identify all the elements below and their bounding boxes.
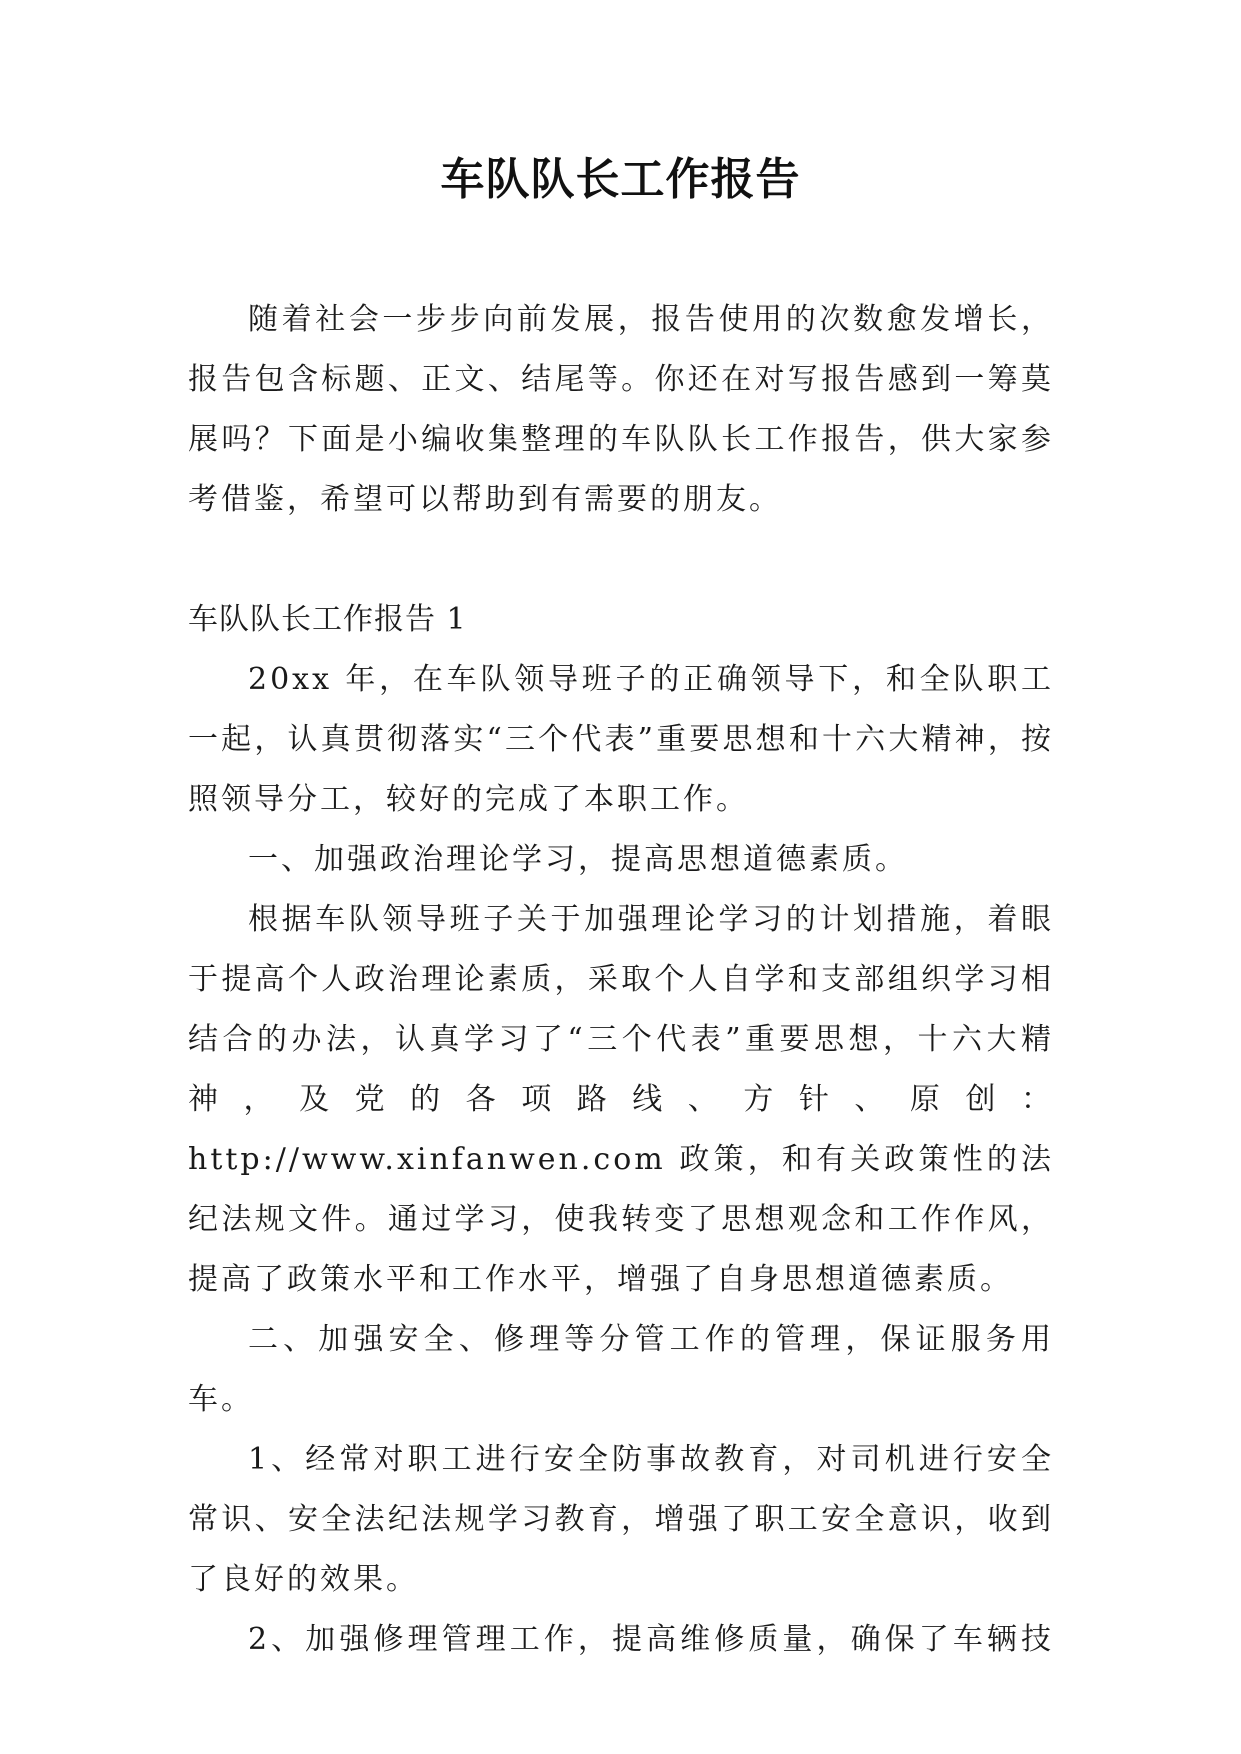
- intro-paragraph: 随着社会一步步向前发展，报告使用的次数愈发增长，报告包含标题、正文、结尾等。你还在对写报告感到一筹莫展吗？下面是小编收集整理的车队队长工作报告，供大家参考借鉴，希望可以帮助到有需要的朋友。: [188, 302, 1054, 517]
- page-title: 车队队长工作报告: [440, 154, 801, 205]
- body-paragraph: 1、经常对职工进行安全防事故教育，对司机进行安全常识、安全法纪法规学习教育，增强了职工安全意识，收到了良好的效果。: [188, 1442, 1054, 1597]
- body-subheading: 二、加强安全、修理等分管工作的管理，保证服务用车。: [188, 1322, 1054, 1417]
- paragraph-spacer: [188, 530, 1054, 590]
- section-heading: 车队队长工作报告 1: [188, 602, 467, 637]
- body-paragraph: 2、加强修理管理工作，提高维修质量，确保了车辆技: [248, 1622, 1054, 1657]
- body-subheading: 一、加强政治理论学习，提高思想道德素质。: [248, 842, 908, 877]
- body-paragraph: 20xx 年，在车队领导班子的正确领导下，和全队职工一起，认真贯彻落实“三个代表”重要思想和十六大精神，按照领导分工，较好的完成了本职工作。: [188, 662, 1054, 817]
- document-body: [188, 290, 1054, 1670]
- body-paragraph: 根据车队领导班子关于加强理论学习的计划措施，着眼于提高个人政治理论素质，采取个人自学和支部组织学习相结合的办法，认真学习了“三个代表”重要思想，十六大精神，及党的各项路线、方针、原创：http://www.xinfanwen.com 政策，和有关政策性的法纪法规文件。通过学习，使我转变了思想观念和工作作风，提高了政策水平和工作水平，增强了自身思想道德素质。: [188, 902, 1054, 1297]
